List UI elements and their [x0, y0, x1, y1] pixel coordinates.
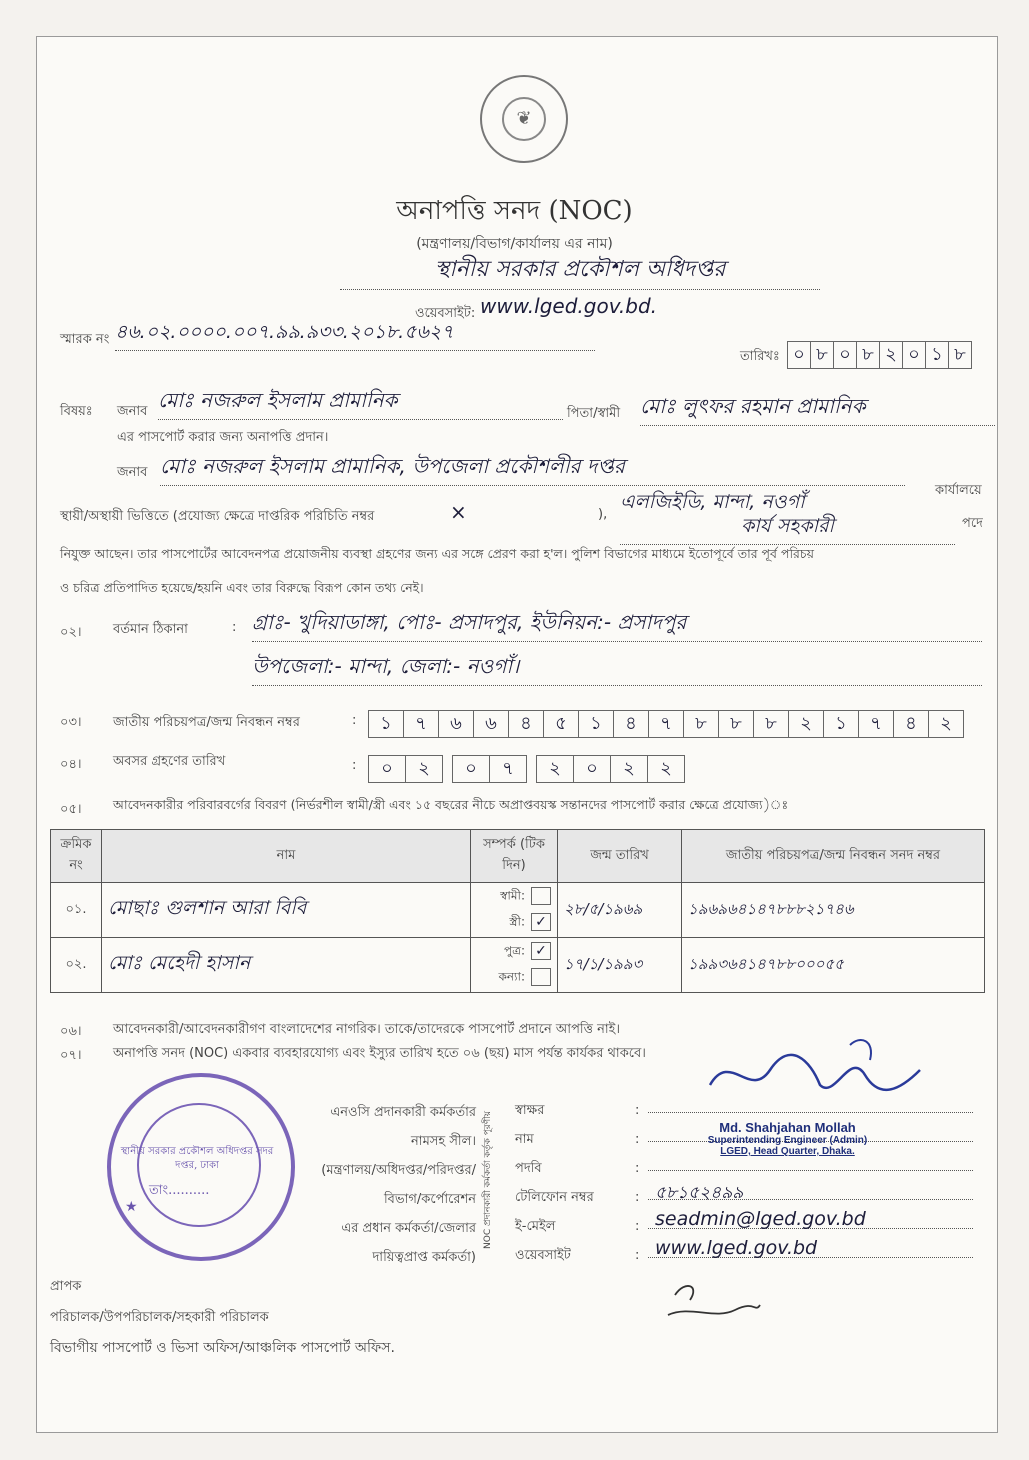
id-digit: ৭ [403, 710, 439, 738]
handwritten-signature-icon [700, 1030, 930, 1110]
designation-value: কার্য সহকারী [620, 512, 955, 545]
initial-signature-icon [660, 1275, 770, 1330]
row-name: মোছাঃ গুলশান আরা বিবি [102, 883, 471, 938]
item-07-text: অনাপত্তি সনদ (NOC) একবার ব্যবহারযোগ্য এবং ইস্যুর তারিখ হতে ০৬ (ছয়) মাস পর্যন্ত কার্যকর থাকবে। [113, 1046, 646, 1061]
stamp-officer-name: Md. Shahjahan Mollah [719, 1120, 856, 1135]
item-06-number: ০৬। [60, 1024, 82, 1039]
designation-line [648, 1170, 973, 1171]
id-digit: ৬ [473, 710, 509, 738]
row-dob: ১৭/১/১৯৯৩ [558, 938, 682, 993]
retire-digit: ৭ [489, 755, 527, 783]
date-digit: ০ [787, 341, 811, 369]
father-label: পিতা/স্বামী [567, 406, 621, 421]
relation-b-label: স্ত্রী: [509, 914, 525, 929]
officer-line: বিভাগ/কর্পোরেশন [383, 1192, 476, 1207]
row-relation [471, 938, 558, 993]
location-value: এলজিইডি, মান্দা, নওগাঁ [620, 491, 805, 513]
website-label: ওয়েবসাইট: [415, 306, 476, 321]
id-digit: ৪ [893, 710, 929, 738]
address-line-2: উপজেলা:- মান্দা, জেলা:- নওগাঁ। [252, 652, 982, 686]
id-digit: ২ [928, 710, 964, 738]
id-digit: ৪ [508, 710, 544, 738]
memo-label: স্মারক নং [60, 332, 110, 347]
retire-digit: ০ [368, 755, 406, 783]
subject-line2: এর পাসপোর্ট করার জন্য অনাপত্তি প্রদান। [117, 430, 329, 445]
body-janab: জনাব [117, 465, 148, 480]
seal-emblem-icon: ❦ [502, 97, 546, 141]
header-relation: সম্পর্ক (টিক দিন) [471, 830, 558, 883]
family-table [50, 829, 985, 993]
memo-value: ৪৬.০২.০০০০.০০৭.৯৯.৯৩৩.২০১৮.৫৬২৭ [115, 318, 595, 351]
national-id-digits [368, 710, 963, 738]
recipient-line-1: পরিচালক/উপপরিচালক/সহকারী পরিচালক [50, 1310, 269, 1325]
official-round-stamp [107, 1073, 295, 1261]
row-serial: ০১. [51, 883, 102, 938]
id-digit: ৮ [683, 710, 719, 738]
item-07-number: ০৭। [60, 1048, 82, 1063]
item-03-number: ০৩। [60, 715, 82, 730]
address-line-1: গ্রাঃ- খুদিয়াডাঙ্গা, পোঃ- প্রসাদপুর, ইউনিয়ন:- প্রসাদপুর [252, 608, 982, 642]
id-digit: ৮ [753, 710, 789, 738]
header-serial: ক্রমিক নং [51, 830, 102, 883]
retire-digit: ২ [405, 755, 443, 783]
item-02-colon: : [232, 620, 237, 635]
stamp-outer-text: স্থানীয় সরকার প্রকৌশল অধিদপ্তর সদর দপ্তর, ঢাকা [120, 1146, 274, 1171]
officer-line: এর প্রধান কর্মকর্তা/জেলার [341, 1221, 476, 1236]
basis-mark: × [450, 500, 467, 524]
basis-text: স্থায়ী/অস্থায়ী ভিত্তিতে (প্রযোজ্য ক্ষেত্রে দাপ্তরিক পরিচিতি নম্বর [60, 509, 375, 524]
recipient-label: প্রাপক [50, 1279, 82, 1294]
date-digit: ০ [902, 341, 926, 369]
relation-a-checkbox[interactable] [531, 887, 551, 905]
item-03-colon: : [352, 713, 357, 728]
officer-line: দায়িত্বপ্রাপ্ত কর্মকর্তা) [372, 1250, 476, 1265]
stamp-officer-designation: Superintending Engineer (Admin) [707, 1135, 868, 1146]
email-label: ই-মেইল [515, 1219, 556, 1234]
retirement-date-digits [368, 755, 684, 783]
item-04-colon: : [352, 758, 357, 773]
issue-date [787, 341, 971, 369]
item-03-label: জাতীয় পরিচয়পত্র/জন্ম নিবন্ধন নম্বর [113, 715, 300, 730]
retire-digit: ২ [647, 755, 685, 783]
officer-line: এনওসি প্রদানকারী কর্মকর্তার [330, 1105, 476, 1120]
vertical-note: NOC প্রদানকারী কর্মকর্তা কর্তৃক পূরণীয় [483, 1110, 493, 1250]
relation-b-checkbox[interactable]: ✓ [531, 913, 551, 931]
signature-field-colons: : : : : : : [635, 1103, 640, 1263]
id-digit: ৫ [543, 710, 579, 738]
header-dob: জন্ম তারিখ [558, 830, 682, 883]
officer-label-block [290, 1098, 476, 1272]
subject-janab: জনাব [117, 404, 148, 419]
father-name: মোঃ লুৎফর রহমান প্রামানিক [640, 392, 995, 426]
government-seal [480, 75, 568, 163]
subject-label: বিষয়ঃ [60, 404, 93, 419]
document-title: অনাপত্তি সনদ (NOC) [396, 196, 633, 226]
retire-digit: ০ [452, 755, 490, 783]
name-label: নাম [515, 1132, 534, 1147]
id-digit: ১ [368, 710, 404, 738]
name-office-value: মোঃ নজরুল ইসলাম প্রামানিক, উপজেলা প্রকৌশলীর দপ্তর [160, 452, 905, 486]
date-digit: ৮ [948, 341, 972, 369]
website-sig-label: ওয়েবসাইট [515, 1248, 571, 1263]
document-subtitle: (মন্ত্রণালয়/বিভাগ/কার্যালয় এর নাম) [416, 236, 613, 252]
website-sig-value: www.lged.gov.bd [655, 1237, 818, 1259]
relation-a-checkbox[interactable]: ✓ [531, 942, 551, 960]
date-digit: ১ [925, 341, 949, 369]
officer-rubber-stamp [665, 1120, 910, 1157]
stamp-star-icon: ★ [125, 1199, 138, 1215]
signature-field-labels [515, 1096, 594, 1270]
item-04-number: ০৪। [60, 757, 82, 772]
relation-b-checkbox[interactable] [531, 968, 551, 986]
id-digit: ১ [823, 710, 859, 738]
id-digit: ১ [578, 710, 614, 738]
website-value: www.lged.gov.bd. [480, 294, 658, 318]
office-name: স্থানীয় সরকার প্রকৌশল অধিদপ্তর [340, 252, 820, 290]
date-digit: ৮ [810, 341, 834, 369]
officer-line: নামসহ সীল। [411, 1134, 476, 1149]
row-relation [471, 883, 558, 938]
relation-a-label: পুত্র: [503, 943, 525, 957]
date-digit: ৮ [856, 341, 880, 369]
item-04-label: অবসর গ্রহণের তারিখ [113, 754, 226, 769]
relation-a-label: স্বামী: [500, 888, 525, 902]
stamp-officer-office: LGED, Head Quarter, Dhaka. [720, 1146, 855, 1157]
phone-value: ৫৮১৫২৪৯৯ [655, 1183, 744, 1203]
header-name: নাম [102, 830, 471, 883]
sign-label: স্বাক্ষর [515, 1103, 545, 1118]
relation-b-label: কন্যা: [498, 969, 525, 984]
recipient-line-2: বিভাগীয় পাসপোর্ট ও ভিসা অফিস/আঞ্চলিক পাসপোর্ট অফিস. [50, 1340, 395, 1356]
item-06-text: আবেদনকারী/আবেদনকারীগণ বাংলাদেশের নাগরিক। তাকে/তাদেরকে পাসপোর্ট প্রদানে আপত্তি নাই। [113, 1022, 621, 1037]
body-paragraph-2: ও চরিত্র প্রতিপাদিত হয়েছে/হয়নি এবং তার বিরুদ্ধে বিরূপ কোন তথ্য নেই। [60, 580, 424, 595]
retire-digit: ২ [536, 755, 574, 783]
id-digit: ৪ [613, 710, 649, 738]
id-digit: ৮ [718, 710, 754, 738]
header-id: জাতীয় পরিচয়পত্র/জন্ম নিবন্ধন সনদ নম্বর [682, 830, 985, 883]
row-dob: ২৮/৫/১৯৬৯ [558, 883, 682, 938]
stamp-date-text: তাং.......... [149, 1183, 210, 1198]
id-digit: ৬ [438, 710, 474, 738]
id-digit: ২ [788, 710, 824, 738]
sign-line [648, 1112, 973, 1113]
office-suffix: কার্যালয়ে [935, 483, 982, 498]
retire-digit: ২ [610, 755, 648, 783]
date-digit: ০ [833, 341, 857, 369]
body-paragraph-1: নিযুক্ত আছেন। তার পাসপোর্টের আবেদনপত্র প্রয়োজনীয় ব্যবস্থা গ্রহণের জন্য এর সঙ্গে প্রেরণ করা হ'ল। পুলিশ বিভাগের মাধ্যমে ইতোপূর্বে তার পূর্ব পরিচয় [60, 546, 815, 561]
item-05-number: ০৫। [60, 802, 82, 817]
id-digit: ৭ [648, 710, 684, 738]
item-02-number: ০২। [60, 625, 82, 640]
applicant-name: মোঃ নজরুল ইসলাম প্রামানিক [158, 386, 563, 420]
date-label: তারিখঃ [740, 349, 780, 364]
retire-digit: ০ [573, 755, 611, 783]
designation-label: পদবি [515, 1161, 542, 1176]
officer-line: (মন্ত্রণালয়/অধিদপ্তর/পরিদপ্তর/ [321, 1163, 476, 1178]
phone-label: টেলিফোন নম্বর [515, 1190, 594, 1205]
id-digit: ৭ [858, 710, 894, 738]
row-id: ১৯৯৩৬৪১৪৭৮৮০০০৫৫ [682, 938, 985, 993]
item-05-label: আবেদনকারীর পরিবারবর্গের বিবরণ (নির্ভরশীল স্বামী/স্ত্রী এবং ১৫ বছরের নীচে অপ্রাপ্তবয়স্ক সন্তানদের পাসপোর্ট করার ক্ষেত্রে প্রযোজ্য)ঃ [113, 797, 789, 812]
date-digit: ২ [879, 341, 903, 369]
table-header-row [51, 830, 985, 883]
table-row [51, 938, 985, 993]
row-id: ১৯৬৯৬৪১৪৭৮৮৮২১৭৪৬ [682, 883, 985, 938]
designation-suffix: পদে [962, 516, 983, 531]
row-name: মোঃ মেহেদী হাসান [102, 938, 471, 993]
basis-close: ), [598, 507, 608, 522]
table-row [51, 883, 985, 938]
item-02-label: বর্তমান ঠিকানা [113, 622, 188, 637]
email-value: seadmin@lged.gov.bd [655, 1208, 866, 1230]
row-serial: ০২. [51, 938, 102, 993]
